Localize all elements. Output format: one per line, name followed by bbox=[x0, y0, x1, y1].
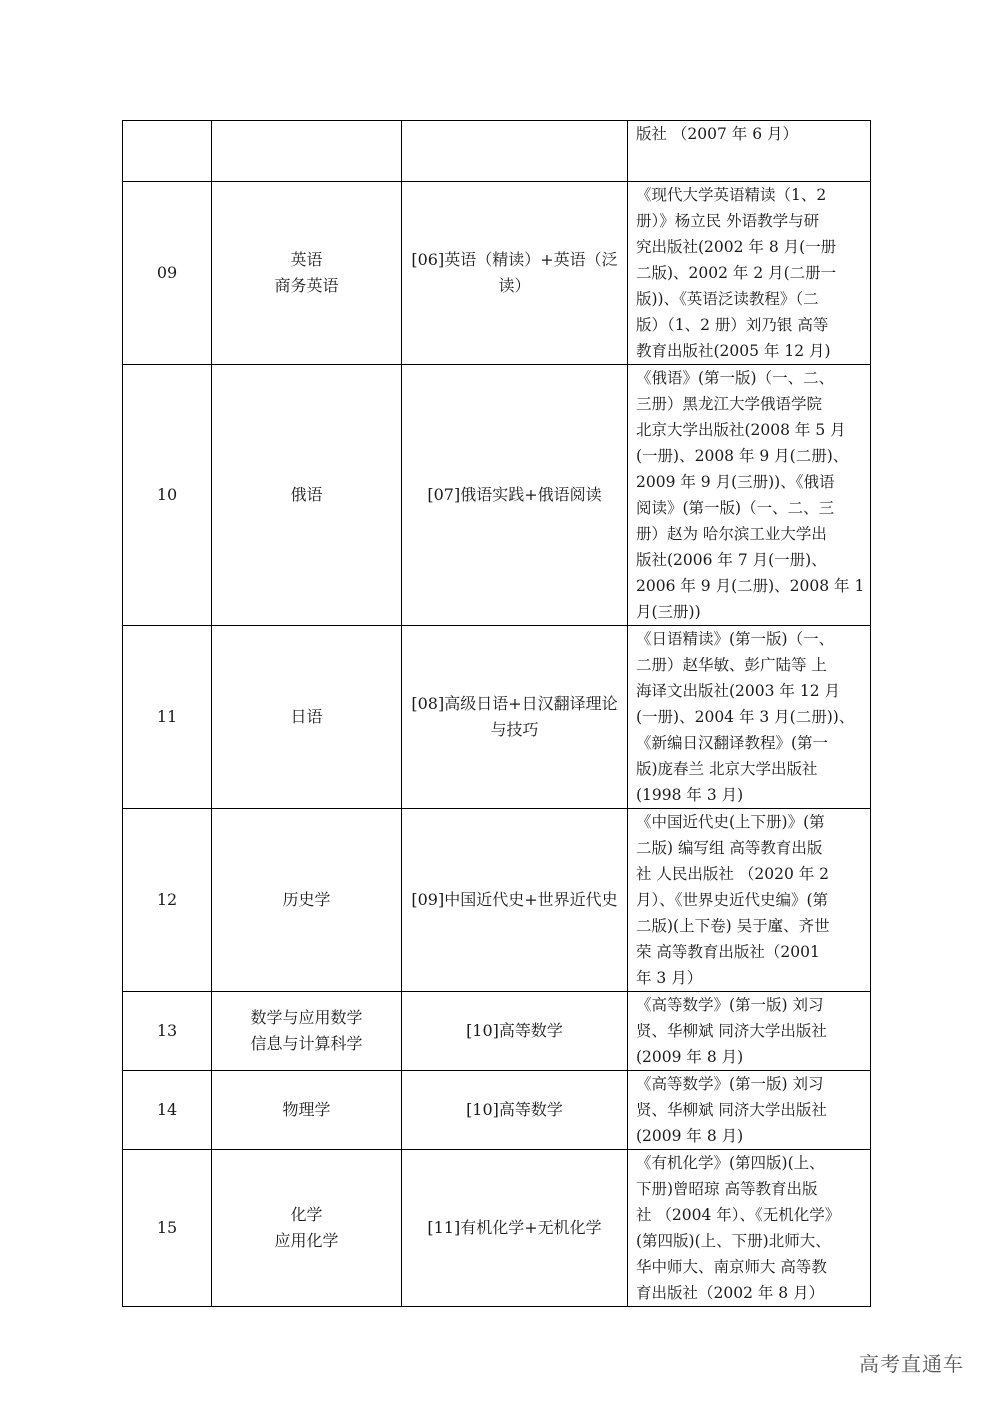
exam-subject: [09]中国近代史+世界近代史 bbox=[402, 809, 628, 992]
exam-subject: [07]俄语实践+俄语阅读 bbox=[402, 365, 628, 626]
book-line: 荣 高等教育出版社（2001 bbox=[636, 943, 820, 961]
book-line: 册）赵为 哈尔滨工业大学出 bbox=[636, 525, 827, 543]
major-name: 化学 bbox=[290, 1205, 323, 1224]
book-line: 《高等数学》(第一版) 刘习 bbox=[636, 996, 824, 1014]
book-line: 版）（1、2 册）刘乃银 高等 bbox=[636, 316, 829, 334]
watermark-text: 高考直通车 bbox=[859, 1352, 964, 1376]
book-line: 《高等数学》(第一版) 刘习 bbox=[636, 1075, 824, 1093]
book-line: 育出版社（2002 年 8 月） bbox=[636, 1284, 825, 1302]
book-line: (一册)、2008 年 9 月(二册)、 bbox=[636, 447, 849, 465]
book-line: 版社 （2007 年 6 月） bbox=[636, 125, 799, 143]
major-name: 应用化学 bbox=[274, 1231, 339, 1250]
book-line: 《现代大学英语精读（1、2 bbox=[636, 186, 827, 204]
book-line: 究出版社(2002 年 8 月(一册 bbox=[636, 238, 837, 256]
book-line: 二版) 编写组 高等教育出版 bbox=[636, 839, 823, 857]
major-cell bbox=[212, 1071, 402, 1150]
book-line: 贤、华柳斌 同济大学出版社 bbox=[636, 1101, 827, 1119]
book-line: 《中国近代史(上下册)》(第 bbox=[636, 813, 825, 831]
book-line: 社 人民出版社 （2020 年 2 bbox=[636, 865, 830, 883]
book-line: 2006 年 9 月(二册)、2008 年 1 bbox=[636, 577, 865, 595]
exam-subject: [10]高等数学 bbox=[402, 992, 628, 1071]
book-line: 阅读》(第一版)（一、二、三 bbox=[636, 499, 835, 517]
major-name: 英语 bbox=[290, 250, 323, 269]
table-row bbox=[123, 1150, 871, 1307]
major-name: 物理学 bbox=[282, 1100, 331, 1119]
row-number: 14 bbox=[123, 1071, 212, 1150]
book-line: (2009 年 8 月) bbox=[636, 1048, 744, 1066]
table-row bbox=[123, 809, 871, 992]
book-line: 月(三册)) bbox=[636, 603, 701, 621]
major-name: 数学与应用数学 bbox=[250, 1008, 363, 1027]
row-number: 15 bbox=[123, 1150, 212, 1307]
major-cell bbox=[212, 1150, 402, 1307]
book-line: 社 （2004 年）、《无机化学》 bbox=[636, 1206, 841, 1224]
exam-subject: [11]有机化学+无机化学 bbox=[402, 1150, 628, 1307]
book-line: 月）、《世界史近代史编》(第 bbox=[636, 891, 829, 909]
book-line: 《新编日汉翻译教程》(第一 bbox=[636, 734, 829, 752]
row-number: 12 bbox=[123, 809, 212, 992]
table-row bbox=[123, 1071, 871, 1150]
book-line: 册）》杨立民 外语教学与研 bbox=[636, 212, 820, 230]
book-line: 贤、华柳斌 同济大学出版社 bbox=[636, 1022, 827, 1040]
major-name: 日语 bbox=[290, 707, 323, 726]
book-line: 北京大学出版社(2008 年 5 月 bbox=[636, 421, 846, 439]
exam-subject: [08]高级日语+日汉翻译理论与技巧 bbox=[402, 626, 628, 809]
book-line: (第四版)(上、下册)北师大、 bbox=[636, 1232, 831, 1250]
table-row bbox=[123, 121, 871, 182]
book-line: 海译文出版社(2003 年 12 月 bbox=[636, 682, 840, 700]
table-row bbox=[123, 992, 871, 1071]
book-line: 版))、《英语泛读教程》（二 bbox=[636, 290, 819, 308]
table-row bbox=[123, 626, 871, 809]
book-line: 版社(2006 年 7 月(一册)、 bbox=[636, 551, 827, 569]
book-line: 二册）赵华敏、彭广陆等 上 bbox=[636, 656, 827, 674]
major-cell bbox=[212, 809, 402, 992]
exam-subject bbox=[402, 121, 628, 182]
book-line: (2009 年 8 月) bbox=[636, 1127, 744, 1145]
reference-books bbox=[628, 626, 871, 809]
reference-books bbox=[628, 1150, 871, 1307]
book-line: 版)庞春兰 北京大学出版社 bbox=[636, 760, 818, 778]
reference-books bbox=[628, 182, 871, 365]
book-line: 《有机化学》(第四版)(上、 bbox=[636, 1154, 825, 1172]
book-line: 《日语精读》(第一版)（一、 bbox=[636, 630, 835, 648]
book-line: 年 3 月） bbox=[636, 969, 703, 987]
book-line: 二版)(上下卷) 吴于廑、齐世 bbox=[636, 917, 830, 935]
row-number: 11 bbox=[123, 626, 212, 809]
major-cell bbox=[212, 121, 402, 182]
book-line: 2009 年 9 月(三册))、《俄语 bbox=[636, 473, 835, 491]
exam-reference-table bbox=[122, 120, 871, 1307]
major-cell bbox=[212, 365, 402, 626]
reference-books bbox=[628, 365, 871, 626]
row-number bbox=[123, 121, 212, 182]
book-line: 《俄语》(第一版)（一、二、 bbox=[636, 369, 835, 387]
table-row bbox=[123, 182, 871, 365]
major-cell bbox=[212, 992, 402, 1071]
exam-subject: [10]高等数学 bbox=[402, 1071, 628, 1150]
reference-books bbox=[628, 809, 871, 992]
major-name: 商务英语 bbox=[274, 276, 339, 295]
major-name: 信息与计算科学 bbox=[250, 1034, 363, 1053]
row-number: 10 bbox=[123, 365, 212, 626]
reference-books bbox=[628, 992, 871, 1071]
major-name: 历史学 bbox=[282, 890, 331, 909]
major-cell bbox=[212, 182, 402, 365]
table-row bbox=[123, 365, 871, 626]
row-number: 13 bbox=[123, 992, 212, 1071]
major-name: 俄语 bbox=[290, 485, 323, 504]
book-line: 华中师大、南京师大 高等教 bbox=[636, 1258, 827, 1276]
book-line: 教育出版社(2005 年 12 月) bbox=[636, 342, 831, 360]
book-line: (一册)、2004 年 3 月(二册))、 bbox=[636, 708, 855, 726]
book-line: (1998 年 3 月) bbox=[636, 786, 744, 804]
book-line: 下册)曾昭琼 高等教育出版 bbox=[636, 1180, 818, 1198]
book-line: 三册）黑龙江大学俄语学院 bbox=[636, 395, 823, 413]
exam-subject: [06]英语（精读）+英语（泛读） bbox=[402, 182, 628, 365]
major-cell bbox=[212, 626, 402, 809]
reference-books bbox=[628, 121, 871, 182]
reference-books bbox=[628, 1071, 871, 1150]
row-number: 09 bbox=[123, 182, 212, 365]
table-body bbox=[123, 121, 871, 1307]
book-line: 二版)、2002 年 2 月(二册一 bbox=[636, 264, 837, 282]
